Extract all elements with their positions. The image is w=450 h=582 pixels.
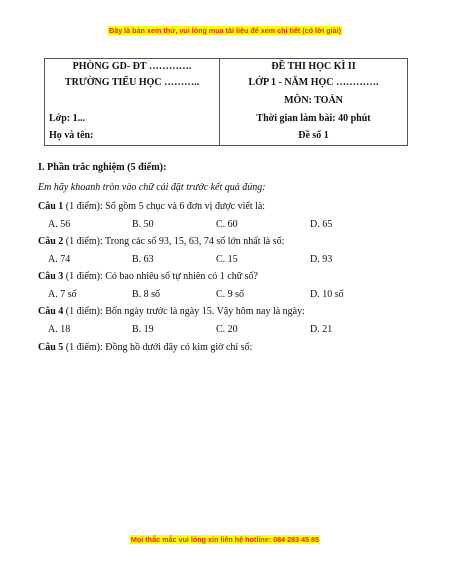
question-1-option-d[interactable]: D. 65 [310,219,333,230]
class-label: Lớp: 1... [49,113,86,124]
question-3-option-d[interactable]: D. 10 số [310,289,344,300]
preview-notice-banner [0,26,450,35]
question-3-options [38,289,418,303]
department-label: PHÒNG GD- ĐT …………. [72,61,192,72]
header-exam-info [220,59,407,145]
question-3-option-c[interactable]: C. 9 số [216,289,245,300]
grade-year-label: LỚP 1 - NĂM HỌC …………. [248,77,379,88]
exam-number-label: Đề số 1 [298,130,329,141]
subject-label: MÔN: TOÁN [284,95,343,106]
question-3-option-a[interactable]: A. 7 số [48,289,77,300]
question-2-option-a[interactable]: A. 74 [48,254,71,265]
question-1-label: Câu 1 [38,201,64,212]
question-1 [38,201,265,212]
question-4-option-c[interactable]: C. 20 [216,324,238,335]
hotline-text: Mọi thắc mắc vui lòng xin liên hệ hotline: 084 283 45 85 [130,535,320,544]
question-5 [38,342,252,353]
header-school-info [45,59,220,145]
question-4-option-d[interactable]: D. 21 [310,324,333,335]
question-4-label: Câu 4 [38,306,64,317]
hotline-banner [0,535,450,544]
question-2-option-b[interactable]: B. 63 [132,254,154,265]
question-3 [38,271,258,282]
section-title: I. Phần trắc nghiệm (5 điểm): [38,162,167,173]
question-1-text: (1 điểm): Số gồm 5 chục và 6 đơn vị được viết là: [63,201,266,212]
question-3-label: Câu 3 [38,271,64,282]
question-2-label: Câu 2 [38,236,64,247]
question-4-options [38,324,418,338]
exam-title: ĐỀ THI HỌC KÌ II [271,61,356,72]
school-label: TRƯỜNG TIỂU HỌC ……….. [64,77,200,88]
question-4 [38,306,305,317]
question-3-option-b[interactable]: B. 8 số [132,289,161,300]
question-5-text: (1 điểm): Đồng hồ dưới đây có kim giờ chỉ số: [63,342,253,353]
exam-header-box [44,58,408,146]
question-2 [38,236,284,247]
question-4-text: (1 điểm): Bốn ngày trước là ngày 15. Vậy hôm nay là ngày: [63,306,305,317]
question-3-text: (1 điểm): Có bao nhiêu số tự nhiên có 1 chữ số? [63,271,258,282]
question-2-option-c[interactable]: C. 15 [216,254,238,265]
section-instruction: Em hãy khoanh tròn vào chữ cái đặt trước kết quả đúng: [38,182,266,193]
preview-notice-text: Đây là bản xem thử, vui lòng mua tài liệu để xem chi tiết (có lời giải) [109,26,341,35]
question-1-options [38,219,418,233]
question-2-options [38,254,418,268]
question-4-option-a[interactable]: A. 18 [48,324,71,335]
question-2-option-d[interactable]: D. 93 [310,254,333,265]
question-2-text: (1 điểm): Trong các số 93, 15, 63, 74 số lớn nhất là số: [63,236,285,247]
question-1-option-b[interactable]: B. 50 [132,219,154,230]
duration-label: Thời gian làm bài: 40 phút [256,113,371,124]
question-1-option-a[interactable]: A. 56 [48,219,71,230]
question-4-option-b[interactable]: B. 19 [132,324,154,335]
question-5-label: Câu 5 [38,342,64,353]
question-1-option-c[interactable]: C. 60 [216,219,238,230]
student-name-label: Họ và tên: [49,130,94,141]
